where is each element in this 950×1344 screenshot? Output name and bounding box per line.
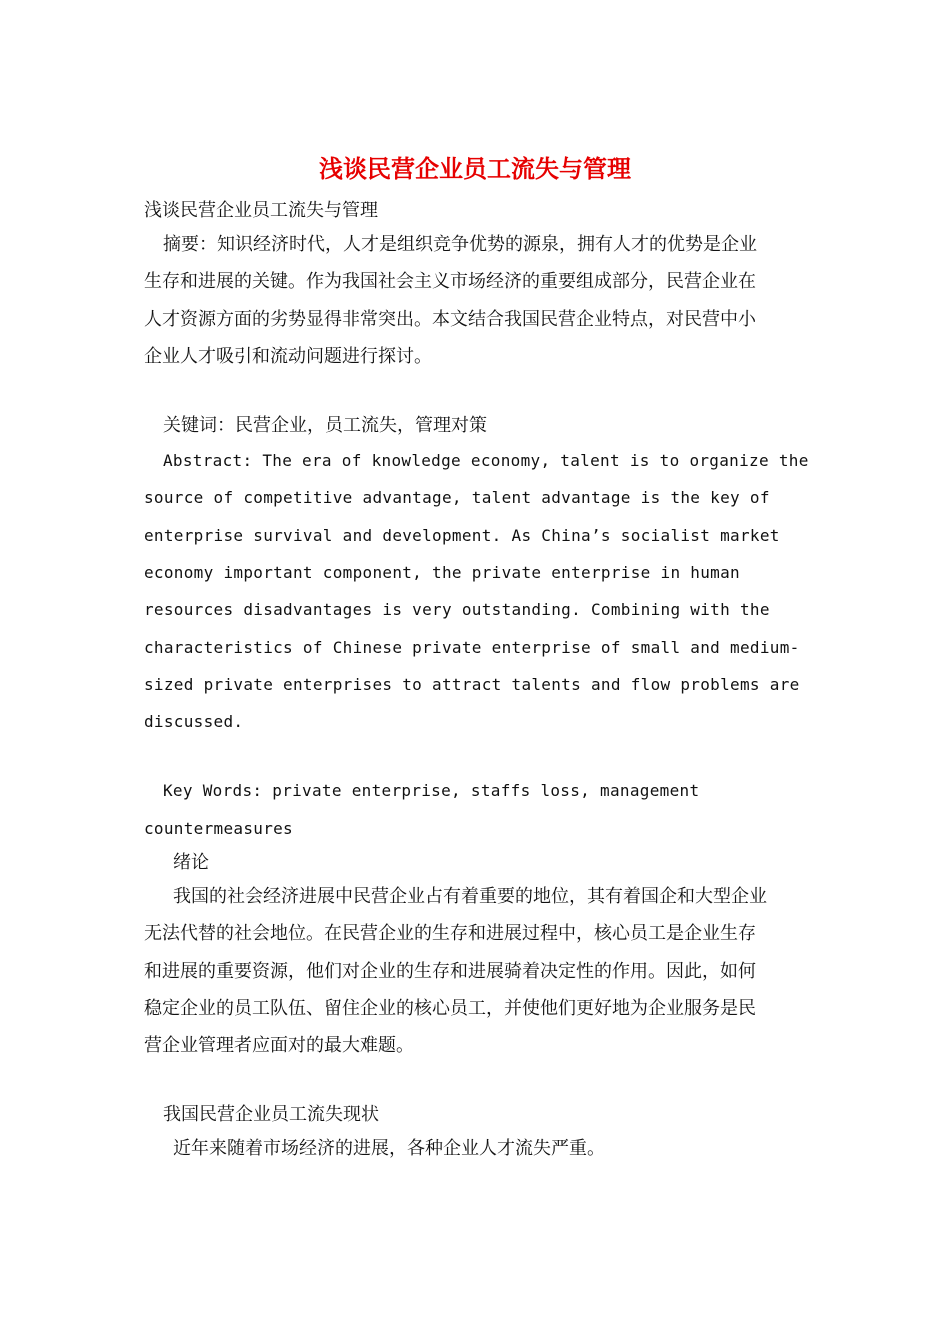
document-title: 浅谈民营企业员工流失与管理 [319, 154, 631, 183]
abstract-cn-line-1: 摘要：知识经济时代，人才是组织竞争优势的源泉，拥有人才的优势是企业 [163, 234, 757, 255]
document-subtitle: 浅谈民营企业员工流失与管理 [144, 200, 378, 221]
abstract-en-line-8: discussed. [144, 712, 244, 731]
abstract-en-line-5: resources disadvantages is very outstanding. Combining with the [144, 600, 770, 619]
section1-heading: 我国民营企业员工流失现状 [163, 1104, 379, 1125]
keywords-en-line-2: countermeasures [144, 819, 293, 838]
section1-paragraph: 近年来随着市场经济的进展，各种企业人才流失严重。 [173, 1138, 605, 1159]
abstract-en-line-4: economy important component, the private enterprise in human [144, 563, 740, 582]
intro-heading: 绪论 [173, 852, 209, 873]
abstract-cn-line-4: 企业人才吸引和流动问题进行探讨。 [144, 346, 432, 367]
abstract-en-line-1: Abstract: The era of knowledge economy, talent is to organize the [163, 451, 809, 470]
intro-paragraph-line-4: 稳定企业的员工队伍、留住企业的核心员工，并使他们更好地为企业服务是民 [144, 998, 756, 1019]
abstract-cn-line-2: 生存和进展的关键。作为我国社会主义市场经济的重要组成部分，民营企业在 [144, 271, 756, 292]
abstract-en-line-3: enterprise survival and development. As China’s socialist market [144, 526, 780, 545]
abstract-cn-line-3: 人才资源方面的劣势显得非常突出。本文结合我国民营企业特点，对民营中小 [144, 309, 756, 330]
abstract-en-line-6: characteristics of Chinese private enterprise of small and medium- [144, 638, 800, 657]
intro-paragraph-line-3: 和进展的重要资源，他们对企业的生存和进展骑着决定性的作用。因此，如何 [144, 961, 756, 982]
keywords-cn: 关键词：民营企业，员工流失，管理对策 [163, 415, 487, 436]
intro-paragraph-line-5: 营企业管理者应面对的最大难题。 [144, 1035, 414, 1056]
abstract-en-line-7: sized private enterprises to attract talents and flow problems are [144, 675, 800, 694]
keywords-en-line-1: Key Words: private enterprise, staffs loss, management [163, 781, 700, 800]
intro-paragraph-line-1: 我国的社会经济进展中民营企业占有着重要的地位，其有着国企和大型企业 [173, 886, 767, 907]
abstract-en-line-2: source of competitive advantage, talent advantage is the key of [144, 488, 770, 507]
intro-paragraph-line-2: 无法代替的社会地位。在民营企业的生存和进展过程中，核心员工是企业生存 [144, 923, 756, 944]
